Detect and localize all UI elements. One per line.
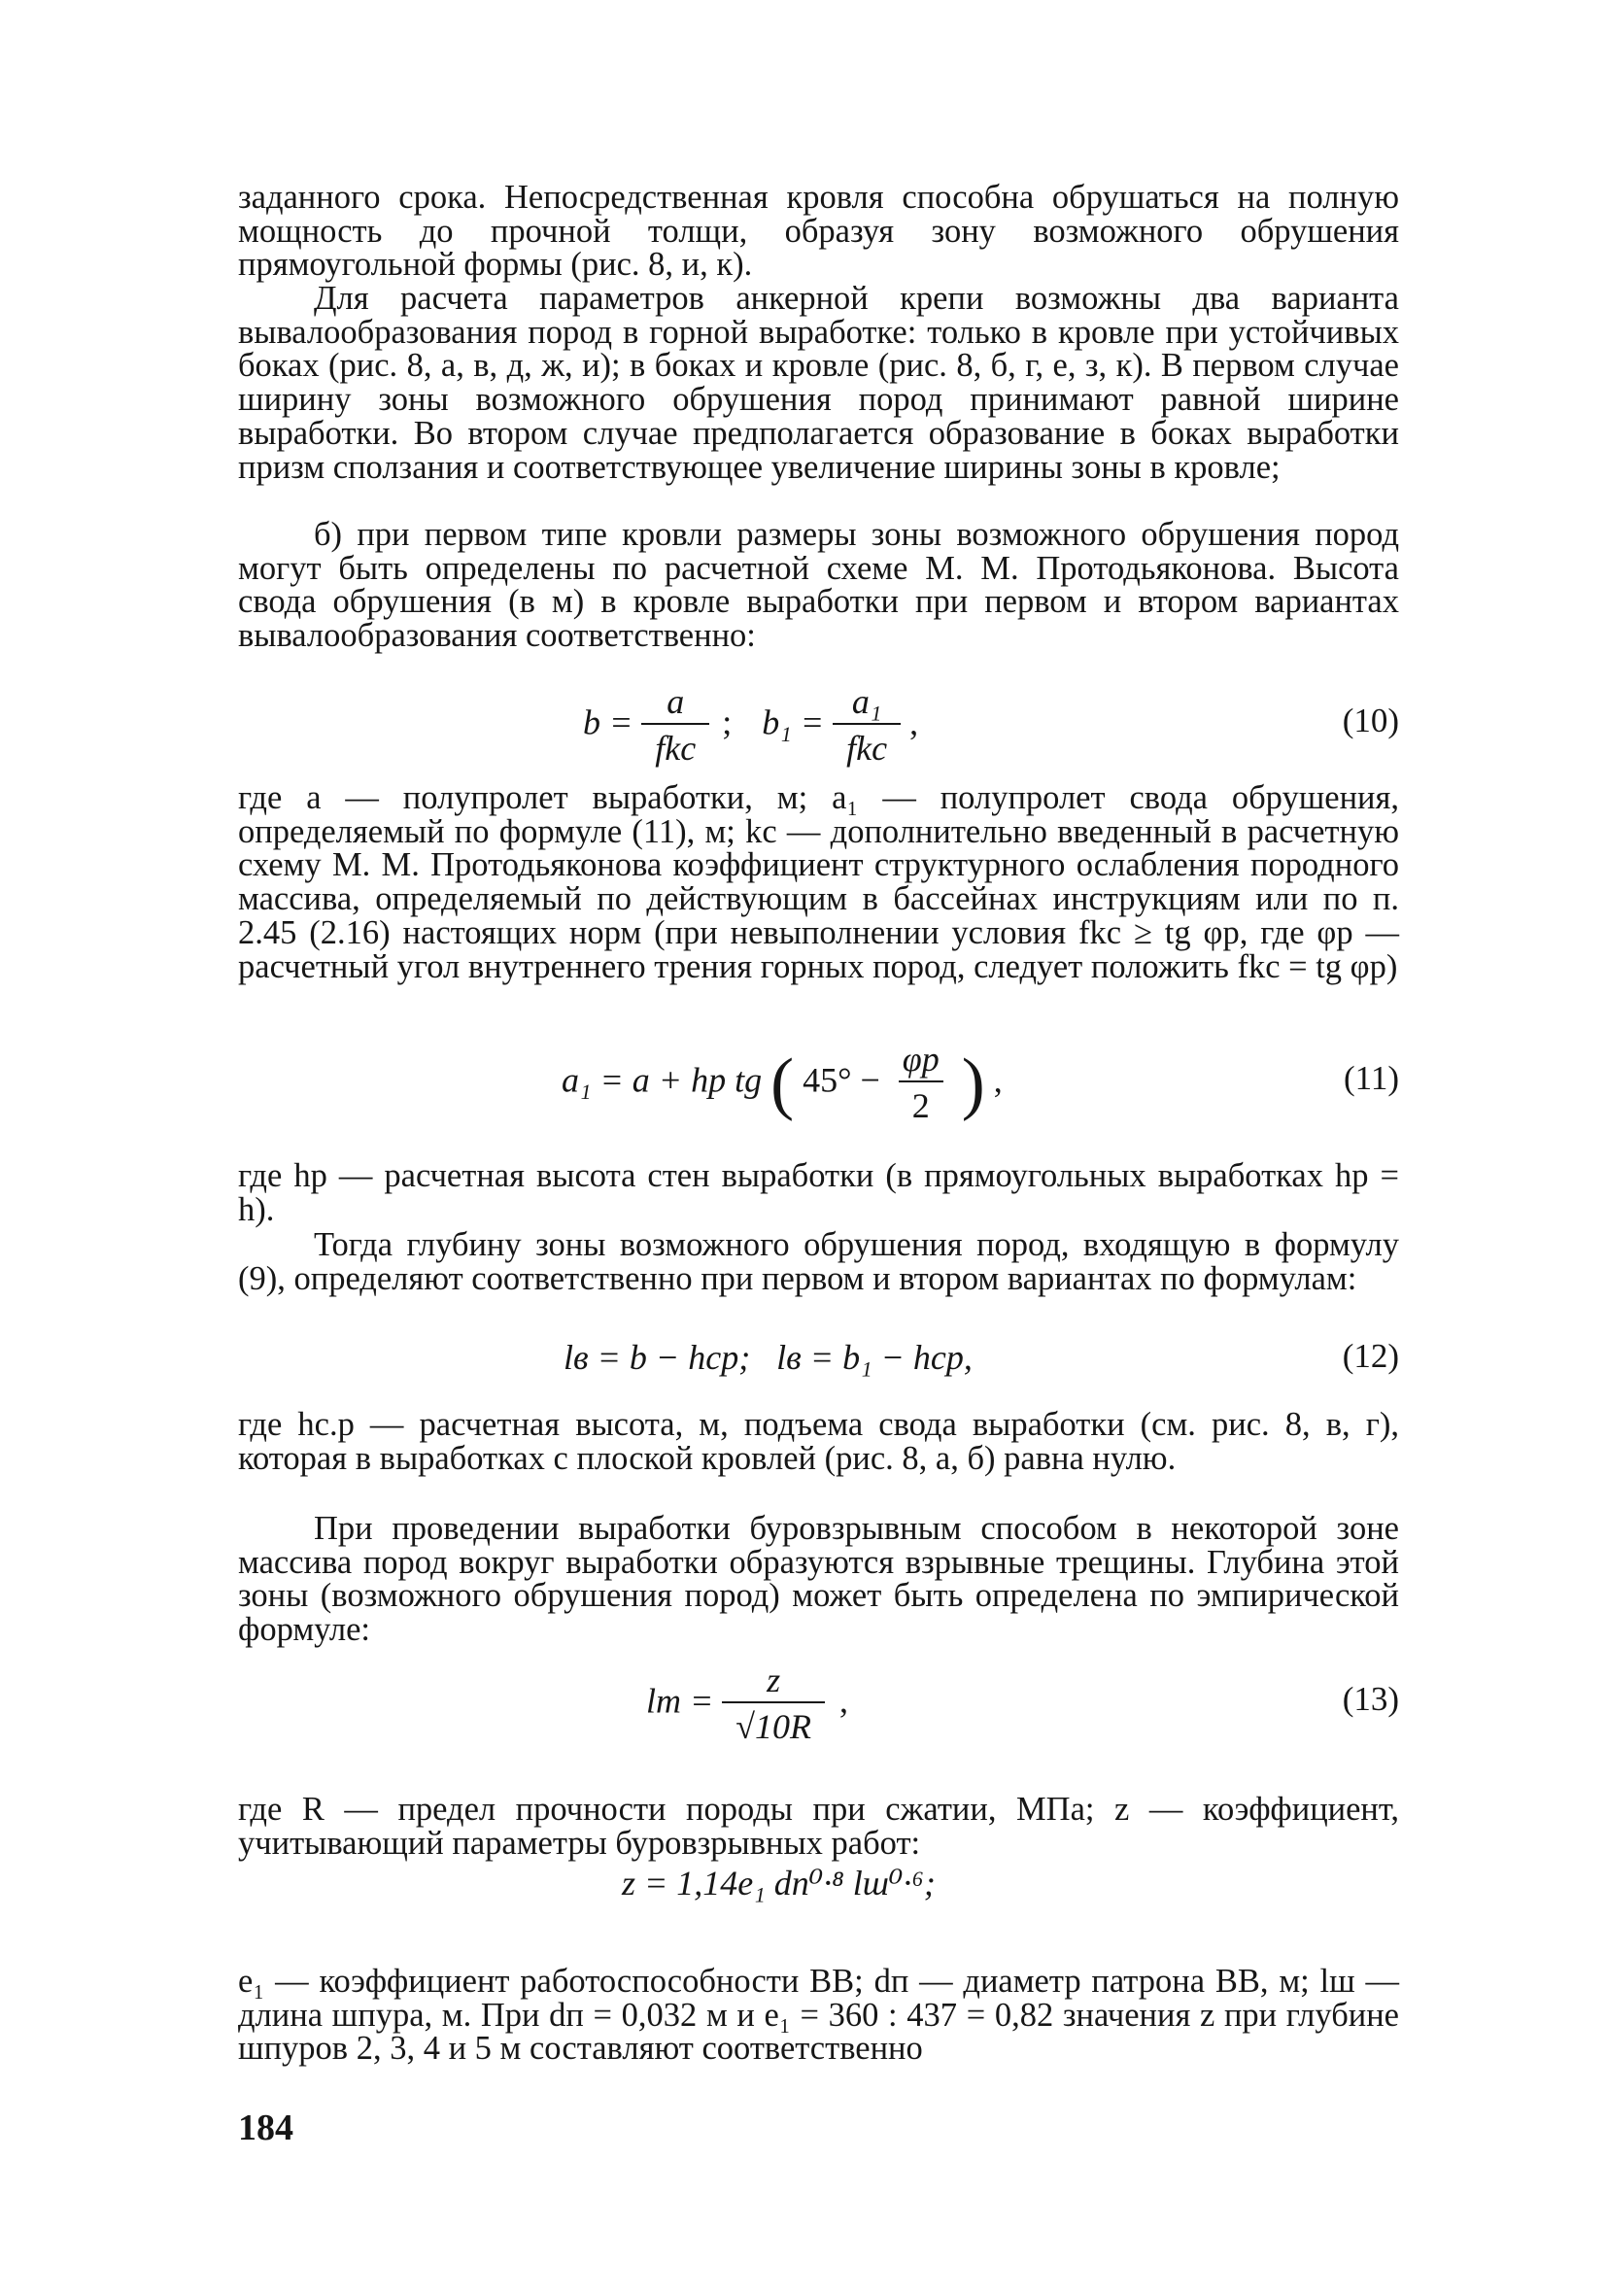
paragraph-9: где R — предел прочности породы при сжатии, МПа; z — коэффициент, учитывающий параметры буровзрывных работ: — [238, 1791, 1399, 1862]
paragraph-8: При проведении выработки буровзрывным способом в некоторой зоне массива пород вокруг выработки образуются взрывные трещины. Глубина этой зоны (возможного обрушения пород) может быть определена по эмпирической формуле: — [238, 1510, 1399, 1649]
paragraph-7: где hс.р — расчетная высота, м, подъема свода выработки (см. рис. 8, в, г), которая в выработках с плоской кровлей (рис. 8, а, б) равна нулю. — [238, 1406, 1399, 1477]
formula-13 — [238, 1659, 1399, 1765]
formula-10-fraction-1 — [641, 680, 709, 771]
formula-z — [238, 1863, 1399, 1911]
formula-11-tail: , — [993, 1060, 1003, 1100]
formula-13-expression — [646, 1659, 848, 1750]
formula-10 — [238, 680, 1399, 787]
formula-13-lhs: lт = — [646, 1681, 714, 1721]
formula-10-lhs-2: b₁ = — [762, 703, 825, 742]
paragraph-3: б) при первом типе кровли размеры зоны возможного обрушения пород могут быть определены по расчетной схеме М. М. Протодьяконова. Высота свода обрушения (в м) в кровле выработки при первом и втором вариантах вывалообразования соответственно: — [238, 516, 1399, 655]
formula-13-tail: , — [839, 1681, 849, 1721]
paragraph-2: Для расчета параметров анкерной крепи возможны два варианта вывалообразования пород в горной выработке: только в кровле при устойчивых боках (рис. 8, а, в, д, ж, и); в боках и кровле (рис. 8, б, г, е, з, к). В первом случае ширину зоны возможного обрушения пород принимают равной ширине выработки. Во втором случае предполагается образование в боках выработки призм сползания и соответствующее увеличение ширины зоны в кровле; — [238, 280, 1399, 486]
formula-11-fraction — [889, 1038, 953, 1129]
formula-12-number: (12) — [1342, 1337, 1399, 1375]
paragraph-6: Тогда глубину зоны возможного обрушения пород, входящую в формулу (9), определяют соответственно при первом и втором вариантах по формулам: — [238, 1226, 1399, 1297]
formula-12 — [238, 1337, 1399, 1386]
formula-10-denominator-2: fkс — [833, 723, 901, 771]
formula-11-number: (11) — [1343, 1059, 1399, 1097]
formula-13-number: (13) — [1342, 1680, 1399, 1718]
formula-10-tail: , — [909, 703, 919, 742]
formula-z-expression: z = 1,14e₁ dп⁰·⁸ lш⁰·⁶; — [622, 1864, 936, 1902]
formula-11-middle: 45° − — [803, 1060, 880, 1100]
formula-10-expression — [583, 680, 918, 771]
formula-11-expression — [562, 1038, 1003, 1129]
formula-11-numerator: φр — [902, 1040, 940, 1079]
page-number: 184 — [238, 2108, 293, 2148]
formula-11-close-paren: ) — [961, 1044, 985, 1122]
paragraph-1: заданного срока. Непосредственная кровля способна обрушаться на полную мощность до прочной толщи, образуя зону возможного обрушения прямоугольной формы (рис. 8, и, к). — [238, 179, 1399, 284]
formula-10-number: (10) — [1342, 702, 1399, 739]
formula-11-open-paren: ( — [770, 1044, 795, 1122]
formula-10-denominator-1: fkс — [641, 723, 709, 771]
formula-11-denominator: 2 — [899, 1080, 943, 1129]
paragraph-10: e₁ — коэффициент работоспособности ВВ; dп — диаметр патрона ВВ, м; lш — длина шпура, м. При dп = 0,032 м и e₁ = 360 : 437 = 0,82 значения z при глубине шпуров 2, 3, 4 и 5 м составляют соответственно — [238, 1963, 1399, 2068]
formula-10-numerator-2: a₁ — [851, 682, 882, 721]
formula-12-expression: lв = b − hср; lв = b₁ − hср, — [564, 1338, 973, 1377]
paragraph-4: где a — полупролет выработки, м; a₁ — полупролет свода обрушения, определяемый по формуле (11), м; kс — дополнительно введенный в расчетную схему М. М. Протодьяконова коэффициент структурного ослабления породного массива, определяемый по действующим в бассейнах инструкциям или по п. 2.45 (2.16) настоящих норм (при невыполнении условия fkс ≥ tg φр, где φр — расчетный угол внутреннего трения горных пород, следует положить fkс = tg φр) — [238, 779, 1399, 985]
formula-13-numerator: z — [767, 1661, 781, 1699]
formula-13-denominator: √10R — [722, 1701, 825, 1750]
formula-10-separator: ; — [722, 703, 733, 742]
formula-11-lhs: a₁ = a + hр tg — [562, 1060, 763, 1100]
paragraph-5: где hр — расчетная высота стен выработки (в прямоугольных выработках hр = h). — [238, 1157, 1399, 1228]
formula-11 — [238, 1038, 1399, 1145]
formula-10-lhs-1: b = — [583, 703, 633, 742]
formula-13-fraction — [722, 1659, 825, 1750]
formula-10-fraction-2 — [833, 680, 901, 771]
formula-10-numerator-1: a — [667, 682, 685, 721]
